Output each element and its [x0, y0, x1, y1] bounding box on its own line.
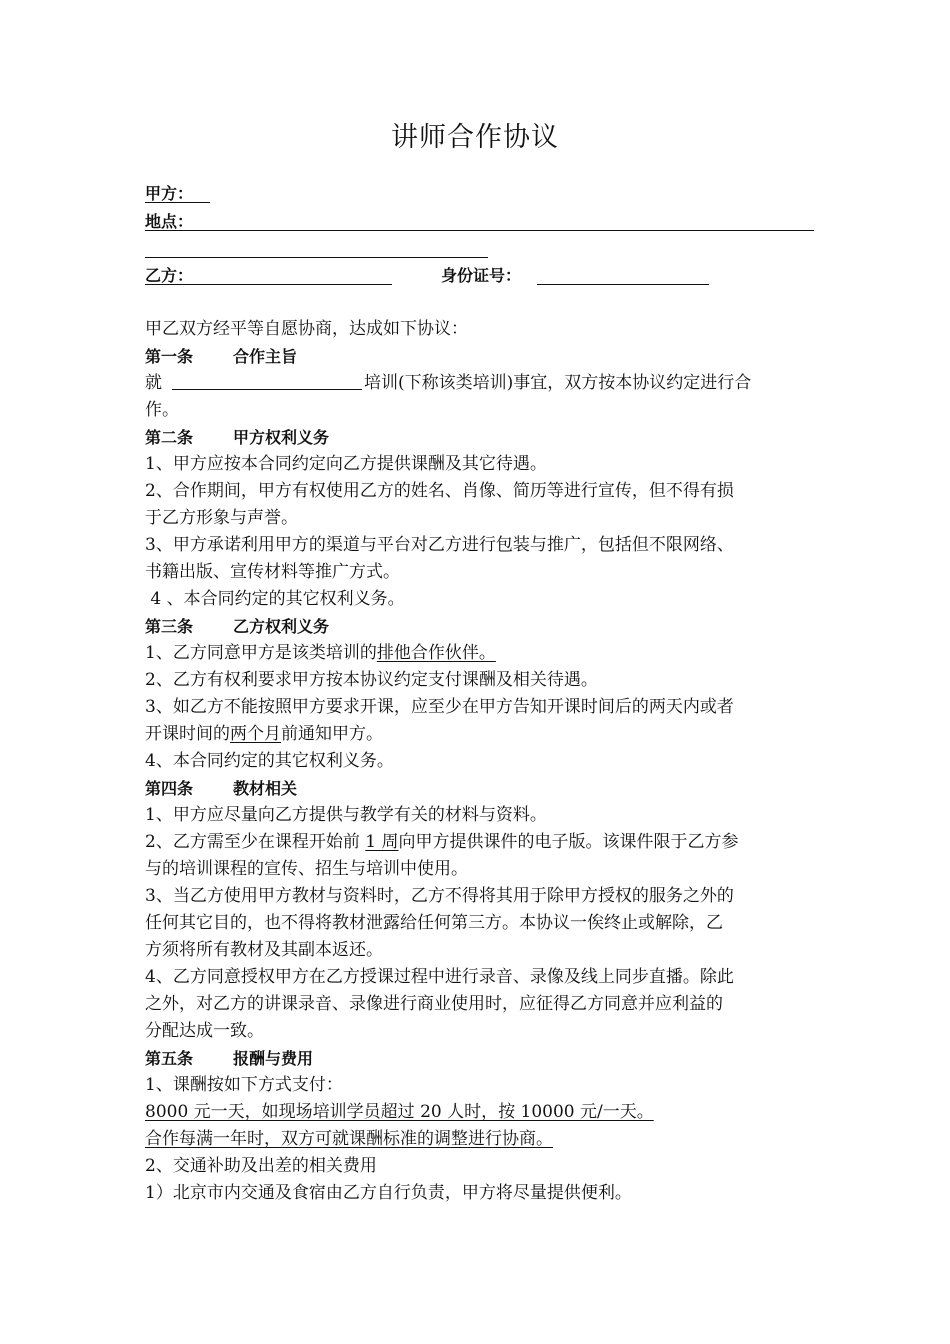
section-4-line: 1、甲方应尽量向乙方提供与教学有关的材料与资料。	[145, 805, 547, 825]
section-5-number: 第五条	[145, 1049, 194, 1068]
section-4-line: 分配达成一致。	[145, 1021, 264, 1041]
section-2-line: 于乙方形象与声誉。	[145, 508, 298, 528]
section-1-number: 第一条	[145, 347, 194, 366]
section-3-text: 1、乙方同意甲方是该类培训的	[145, 643, 377, 663]
party-a-label: 甲方：	[145, 184, 194, 203]
contract-body	[145, 316, 810, 1207]
id-number-underline	[537, 284, 709, 285]
section-4-title: 教材相关	[233, 779, 298, 798]
section-2-line: 3、甲方承诺利用甲方的渠道与平台对乙方进行包装与推广，包括但不限网络、	[145, 535, 734, 555]
fee-rate-line	[145, 1099, 810, 1126]
section-4-heading	[145, 775, 810, 802]
location-underline-2	[145, 257, 488, 258]
section-4-number: 第四条	[145, 779, 194, 798]
section-4-text: 向甲方提供课件的电子版。该课件限于乙方参	[398, 832, 739, 852]
section-2-line: 2、合作期间，甲方有权使用乙方的姓名、肖像、简历等进行宣传，但不得有损	[145, 481, 734, 501]
fee-adjustment-line	[145, 1126, 810, 1153]
section-2-number: 第二条	[145, 428, 194, 447]
section-1-line	[145, 370, 810, 397]
party-b-underline	[145, 284, 392, 285]
section-3-title: 乙方权利义务	[233, 617, 330, 636]
section-2-line: 1、甲方应按本合同约定向乙方提供课酬及其它待遇。	[145, 454, 547, 474]
section-4-line: 方须将所有教材及其副本返还。	[145, 940, 383, 960]
section-3-heading	[145, 613, 810, 640]
section-4-line: 与的培训课程的宣传、招生与培训中使用。	[145, 859, 468, 879]
section-5-line: 2、交通补助及出差的相关费用	[145, 1156, 377, 1176]
section-3-line: 4、本合同约定的其它权利义务。	[145, 751, 394, 771]
section-2-line: 书籍出版、宣传材料等推广方式。	[145, 562, 400, 582]
section-3-line	[145, 721, 810, 748]
section-4-line: 之外，对乙方的讲课录音、录像进行商业使用时，应征得乙方同意并应利益的	[145, 994, 723, 1014]
section-1-prefix: 就	[145, 373, 162, 393]
party-a-underline	[145, 202, 210, 203]
courseware-deadline-text: 1 周	[365, 832, 399, 852]
section-4-line: 任何其它目的，也不得将教材泄露给任何第三方。本协议一俟终止或解除，乙	[145, 913, 723, 933]
location-underline	[145, 230, 814, 231]
section-1-text: 培训(下称该类培训)事宜，双方按本协议约定进行合	[364, 373, 752, 393]
fee-adjustment-text: 合作每满一年时，双方可就课酬标准的调整进行协商。	[145, 1129, 553, 1149]
intro-text: 甲乙双方经平等自愿协商，达成如下协议：	[145, 319, 468, 339]
section-5-title: 报酬与费用	[233, 1049, 314, 1068]
section-4-text: 2、乙方需至少在课程开始前	[145, 832, 366, 852]
section-1-line: 作。	[145, 400, 179, 420]
section-4-line	[145, 829, 810, 856]
section-1-title: 合作主旨	[233, 347, 298, 366]
party-b-label: 乙方：	[145, 266, 194, 285]
section-3-line: 2、乙方有权利要求甲方按本协议约定支付课酬及相关待遇。	[145, 670, 598, 690]
section-2-line: 4 、本合同约定的其它权利义务。	[145, 589, 405, 609]
section-3-line: 3、如乙方不能按照甲方要求开课，应至少在甲方告知开课时间后的两天内或者	[145, 697, 734, 717]
location-label: 地点：	[145, 212, 194, 231]
section-3-line	[145, 640, 810, 667]
section-1-heading	[145, 343, 810, 370]
training-name-blank	[172, 371, 362, 390]
notice-period-text: 两个月	[230, 724, 281, 744]
section-5-line: 1、课酬按如下方式支付：	[145, 1075, 343, 1095]
section-4-line: 4、乙方同意授权甲方在乙方授课过程中进行录音、录像及线上同步直播。除此	[145, 967, 734, 987]
section-3-number: 第三条	[145, 617, 194, 636]
exclusive-partner-text: 排他合作伙伴。	[376, 643, 496, 663]
section-3-text: 前通知甲方。	[281, 724, 383, 744]
section-3-text: 开课时间的	[145, 724, 230, 744]
section-5-line: 1）北京市内交通及食宿由乙方自行负责，甲方将尽量提供便利。	[145, 1183, 632, 1203]
document-title: 讲师合作协议	[391, 122, 559, 153]
section-2-title: 甲方权利义务	[233, 428, 330, 447]
section-5-heading	[145, 1045, 810, 1072]
section-2-heading	[145, 424, 810, 451]
fee-rate-text: 8000 元一天，如现场培训学员超过 20 人时，按 10000 元/一天。	[145, 1102, 654, 1122]
section-4-line: 3、当乙方使用甲方教材与资料时，乙方不得将其用于除甲方授权的服务之外的	[145, 886, 734, 906]
id-number-label: 身份证号：	[441, 266, 522, 285]
